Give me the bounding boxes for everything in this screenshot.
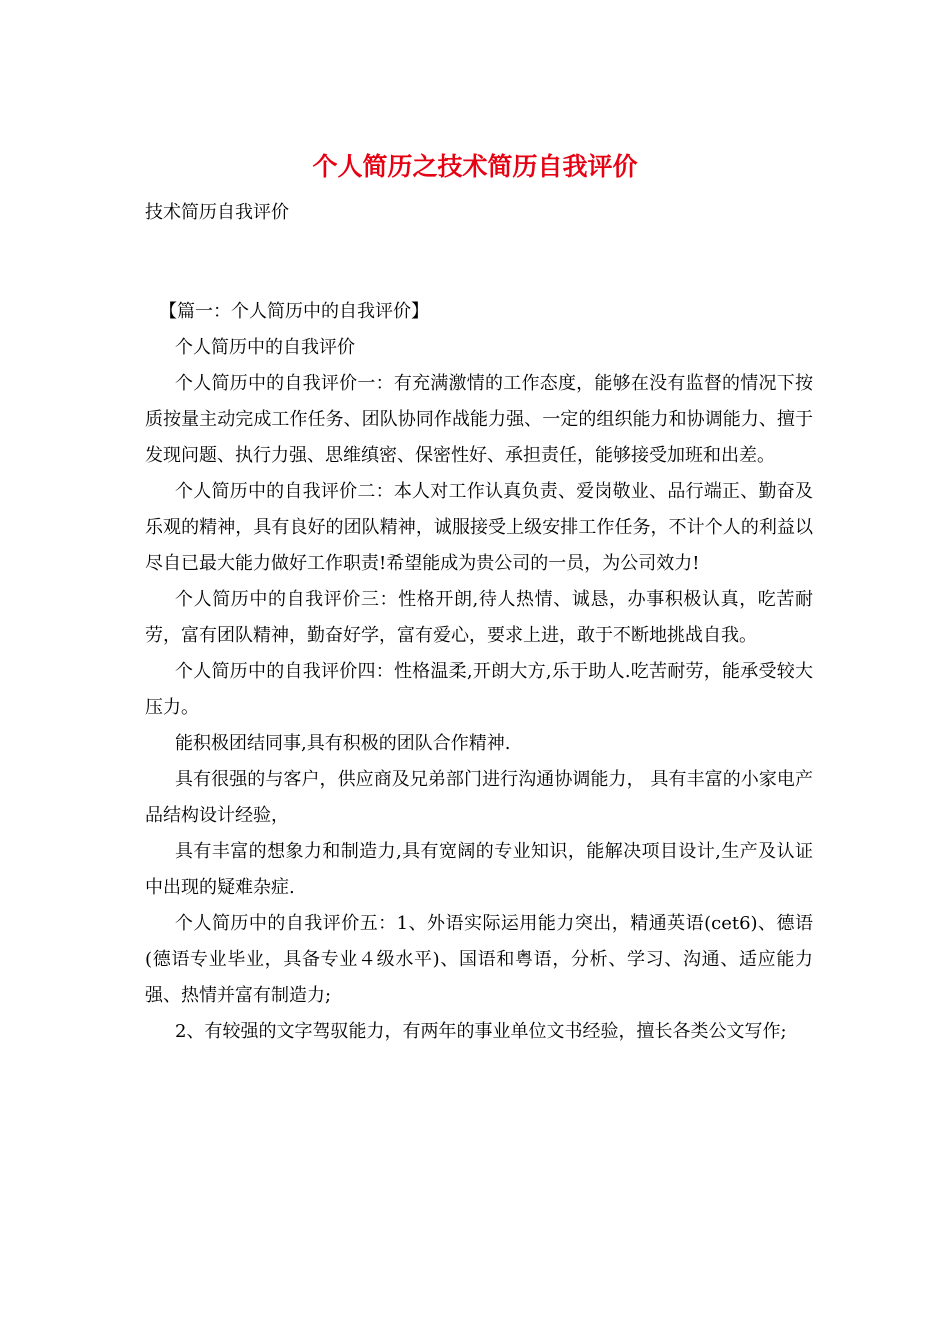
paragraph: 具有丰富的想象力和制造力,具有宽阔的专业知识，能解决项目设计,生产及认证中出现的疑难杂症. [145, 841, 813, 898]
paragraph: 个人简历中的自我评价四：性格温柔,开朗大方,乐于助人.吃苦耐劳，能承受较大压力。 [145, 661, 813, 718]
document-subtitle: 技术简历自我评价 [145, 202, 289, 223]
document-body [145, 294, 813, 1050]
paragraph: 2、有较强的文字驾驭能力，有两年的事业单位文书经验，擅长各类公文写作; [175, 1021, 787, 1042]
paragraph: 具有很强的与客户，供应商及兄弟部门进行沟通协调能力， 具有丰富的小家电产品结构设计经验， [145, 769, 813, 826]
paragraph: 个人简历中的自我评价五：1、外语实际运用能力突出，精通英语(cet6)、德语(德语专业毕业，具备专业４级水平)、国语和粤语，分析、学习、沟通、适应能力强、热情并富有制造力; [145, 913, 813, 1006]
paragraph: 个人简历中的自我评价一：有充满激情的工作态度，能够在没有监督的情况下按质按量主动完成工作任务、团队协同作战能力强、一定的组织能力和协调能力、擅于发现问题、执行力强、思维缜密、保密性好、承担责任，能够接受加班和出差。 [145, 373, 813, 466]
document-title: 个人简历之技术简历自我评价 [312, 152, 638, 181]
paragraph: 个人简历中的自我评价二：本人对工作认真负责、爱岗敬业、品行端正、勤奋及乐观的精神，具有良好的团队精神，诚服接受上级安排工作任务，不计个人的利益以尽自已最大能力做好工作职责!希望能成为贵公司的一员，为公司效力! [145, 481, 813, 574]
paragraph: 个人简历中的自我评价三：性格开朗,待人热情、诚恳，办事积极认真，吃苦耐劳，富有团队精神，勤奋好学，富有爱心，要求上进，敢于不断地挑战自我。 [145, 589, 813, 646]
paragraph: 个人简历中的自我评价 [175, 337, 355, 358]
paragraph: 能积极团结同事,具有积极的团队合作精神. [175, 733, 511, 754]
section-heading: 【篇一：个人简历中的自我评价】 [159, 301, 429, 322]
